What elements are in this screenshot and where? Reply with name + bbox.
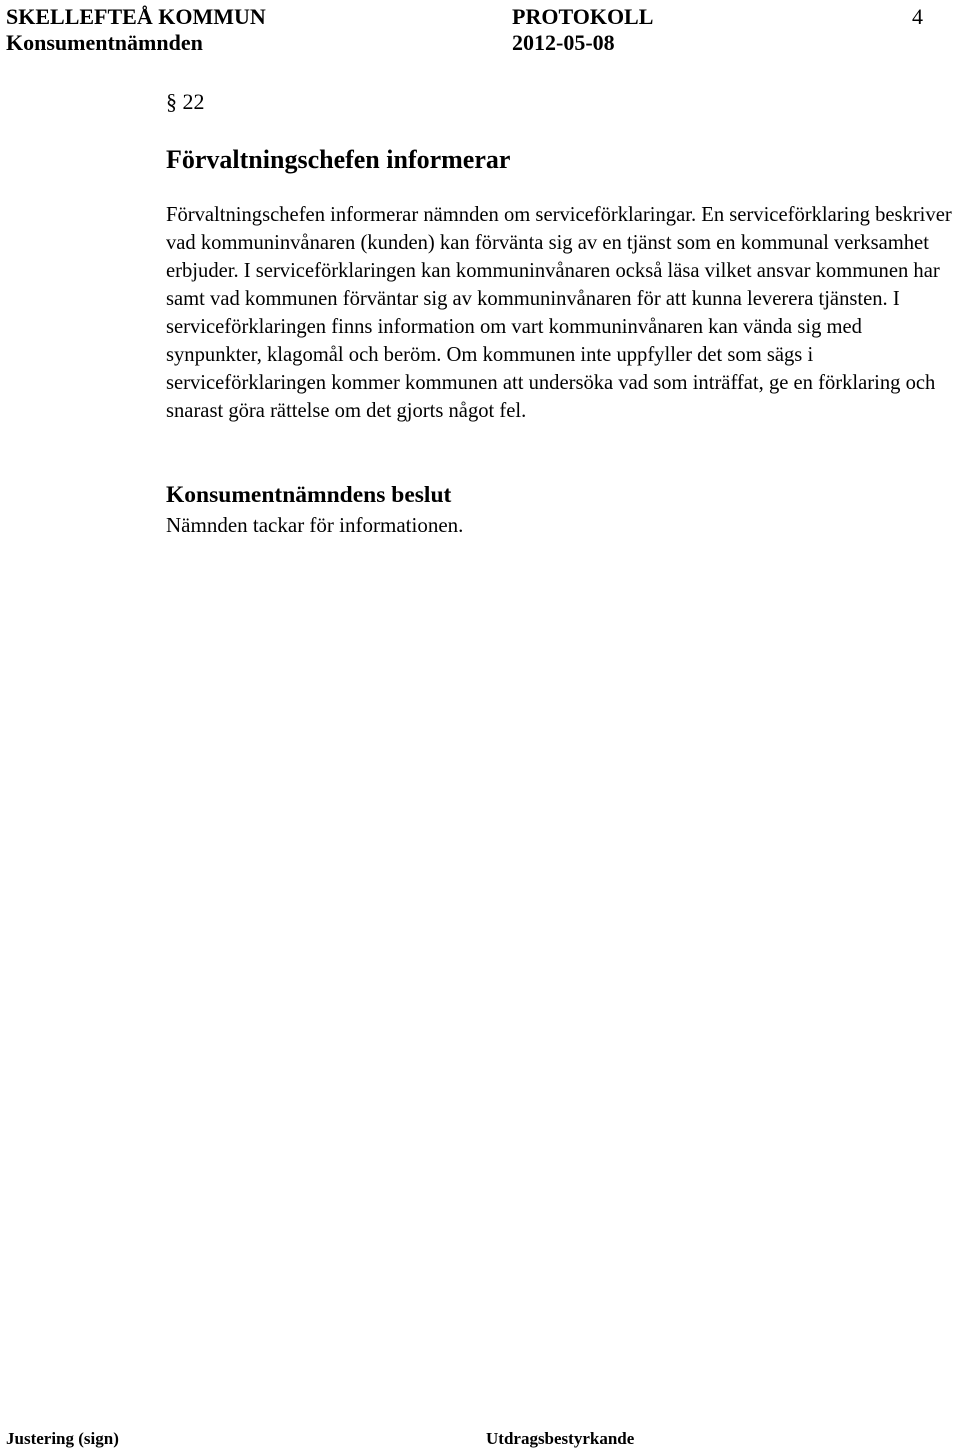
section-body: Förvaltningschefen informerar nämnden om serviceförklaringar. En serviceförklaring beskriver vad kommuninvånaren (kunden) kan förvänta sig av en tjänst som en kommunal verksamhet erbjuder. I serviceförklaringen kan kommuninvånaren också läsa vilket ansvar kommunen har samt vad kommunen förväntar sig av kommuninvånaren för att kunna leverera tjänsten. I serviceförklaringen finns information om vart kommuninvånaren kan vända sig med synpunkter, klagomål och beröm. Om kommunen inte uppfyller det som sägs i serviceförklaringen kommer kommunen att undersöka vad som inträffat, ge en förklaring och snarast göra rättelse om det gjorts något fel. [166,204,952,422]
header-committee: Konsumentnämnden [6,30,203,55]
section-content [166,88,956,537]
header-date: 2012-05-08 [512,30,615,55]
decision-text: Nämnden tackar för informationen. [166,513,464,537]
footer-utdragsbestyrkande: Utdragsbestyrkande [486,1429,635,1448]
header-doc-type: PROTOKOLL [512,4,654,29]
header-page-number: 4 [912,4,923,29]
section-title: Förvaltningschefen informerar [166,145,511,174]
footer-justering: Justering (sign) [6,1429,119,1448]
paragraph-number: § 22 [166,89,205,114]
decision-title: Konsumentnämndens beslut [166,482,452,508]
header-municipality: SKELLEFTEÅ KOMMUN [6,4,266,29]
